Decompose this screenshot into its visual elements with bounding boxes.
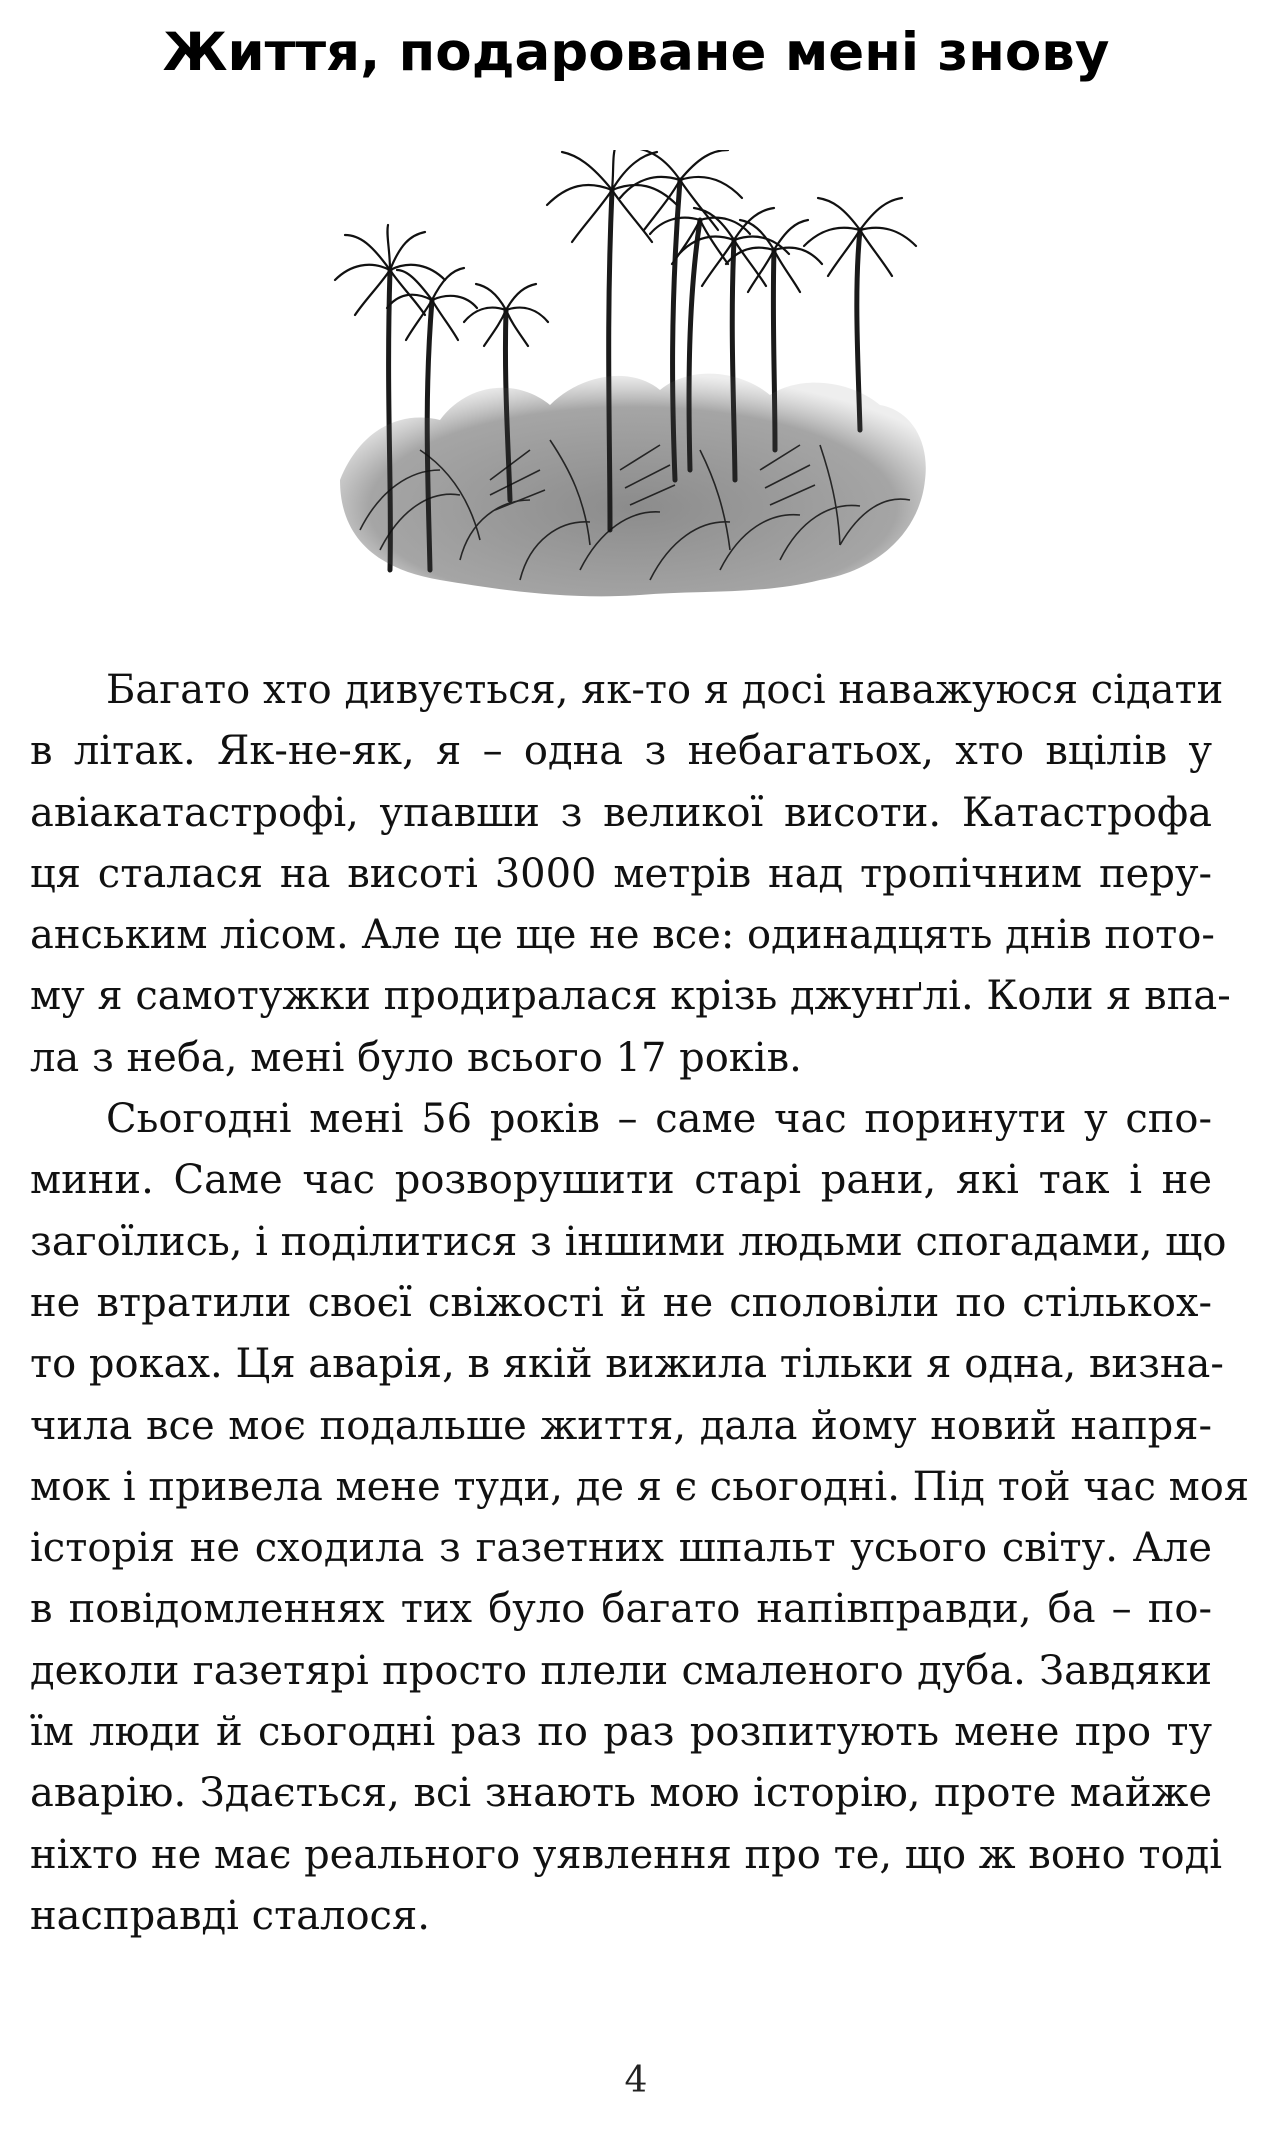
text-line: деколи газетярі просто плели смаленого дуба. Завдяки [30, 1647, 1212, 1694]
body-text [30, 660, 1250, 1947]
text-line: му я самотужки продиралася крізь джунґлі. Коли я впа- [30, 973, 1231, 1020]
jungle-illustration [320, 150, 940, 600]
text-line: історія не сходила з газетних шпальт усього світу. Але [30, 1525, 1212, 1572]
text-line: мок і привела мене туди, де я є сьогодні. Під той час моя [30, 1463, 1250, 1510]
text-line: авіакатастрофі, упавши з великої висоти. Катастрофа [30, 789, 1212, 836]
text-line: мини. Саме час розворушити старі рани, які так і не [30, 1157, 1212, 1204]
text-line: чила все моє подальше життя, дала йому новий напря- [30, 1402, 1212, 1449]
text-line: ця сталася на висоті 3000 метрів над тропічним перу- [30, 850, 1212, 897]
text-line: загоїлись, і поділитися з іншими людьми спогадами, що [30, 1218, 1227, 1265]
text-line: ніхто не має реального уявлення про те, що ж воно тоді [30, 1831, 1222, 1878]
text-line: їм люди й сьогодні раз по раз розпитують мене про ту [30, 1709, 1212, 1756]
text-line: в повідомленнях тих було багато напівправди, ба – по- [30, 1586, 1212, 1633]
text-line: анським лісом. Але це ще не все: одинадцять днів пото- [30, 912, 1215, 959]
text-line: насправді сталося. [30, 1892, 430, 1939]
paragraph-2 [30, 1089, 1250, 1947]
text-line: ла з неба, мені було всього 17 років. [30, 1034, 802, 1081]
text-line: Сьогодні мені 56 років – саме час поринути у спо- [106, 1096, 1212, 1143]
paragraph-1 [30, 660, 1231, 1089]
palm-fronds [335, 150, 916, 346]
page-number: 4 [624, 2060, 648, 2101]
text-line: не втратили своєї свіжості й не споловіли по стількох- [30, 1279, 1212, 1326]
chapter-title: Життя, подароване мені знову [162, 22, 1110, 83]
text-line: то роках. Ця аварія, в якій вижила тільки я одна, визна- [30, 1341, 1224, 1388]
text-line: в літак. Як-не-як, я – одна з небагатьох, хто вцілів у [30, 728, 1212, 775]
text-line: аварію. Здається, всі знають мою історію, проте майже [30, 1770, 1212, 1817]
text-line: Багато хто дивується, як-то я досі наважуюся сідати [106, 667, 1224, 713]
